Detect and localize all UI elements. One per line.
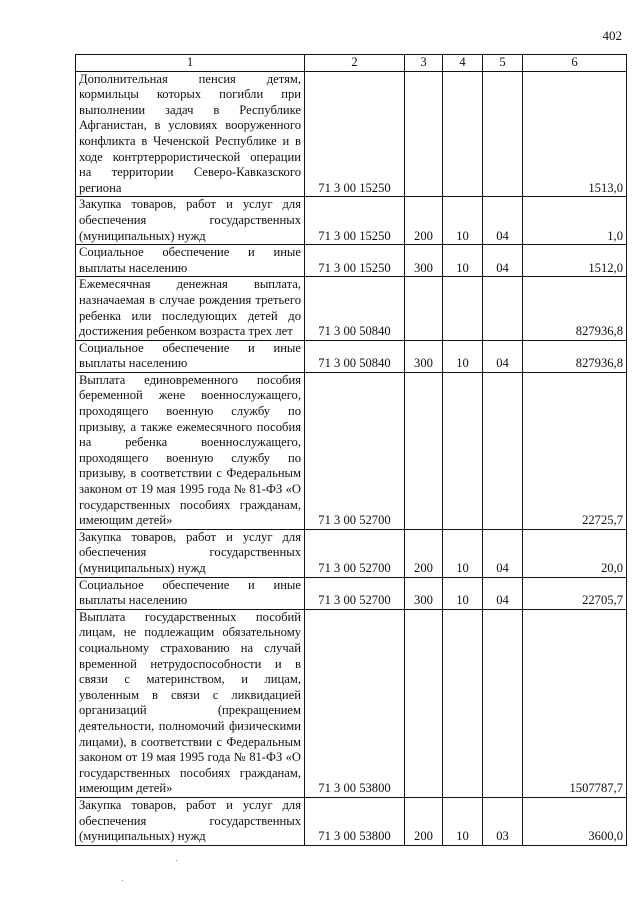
row-name-cell: Выплата государственных пособий лицам, не подлежащим обязательному социальному страхованию на случай временной нетрудоспособности и в связи с материнством, и лицам, уволенным в связи с ликвидацией организаций (прекращением деятельности, полномочий физическими лицами), в соответствии с Федеральным законом от 19 мая 1995 года № 81-ФЗ «О государственных пособиях гражданам, имеющим детей» — [76, 609, 305, 797]
subsection-cell: 04 — [483, 529, 523, 577]
header-col-3: 3 — [405, 55, 443, 72]
amount-cell: 1507787,7 — [523, 609, 627, 797]
subsection-cell — [483, 71, 523, 197]
row-name-cell: Социальное обеспечение и иные выплаты населению — [76, 577, 305, 609]
amount-cell: 1,0 — [523, 197, 627, 245]
header-col-5: 5 — [483, 55, 523, 72]
row-name-cell: Дополнительная пенсия детям, кормильцы которых погибли при выполнении задач в Республике Афганистан, в условиях вооруженного конфликта в Чеченской Республике и в ходе контртеррористической операции на территории Северо-Кавказского региона — [76, 71, 305, 197]
table-row — [76, 340, 627, 372]
table-row — [76, 609, 627, 797]
section-cell: 10 — [443, 197, 483, 245]
row-name-cell: Закупка товаров, работ и услуг для обеспечения государственных (муниципальных) нужд — [76, 797, 305, 845]
target-code-cell: 71 3 00 53800 — [305, 609, 405, 797]
row-name-cell: Социальное обеспечение и иные выплаты населению — [76, 340, 305, 372]
row-name-cell: Закупка товаров, работ и услуг для обеспечения государственных (муниципальных) нужд — [76, 529, 305, 577]
table-row — [76, 529, 627, 577]
subsection-cell — [483, 372, 523, 529]
scan-speck — [176, 860, 177, 861]
table-row — [76, 197, 627, 245]
subsection-cell: 03 — [483, 797, 523, 845]
expense-type-cell — [405, 372, 443, 529]
section-cell: 10 — [443, 797, 483, 845]
page-number: 402 — [602, 28, 622, 43]
expense-type-cell: 200 — [405, 797, 443, 845]
header-col-6: 6 — [523, 55, 627, 72]
expense-type-cell: 300 — [405, 577, 443, 609]
row-name-cell: Ежемесячная денежная выплата, назначаемая в случае рождения третьего ребенка или последующих детей до достижения ребенком возраста трех лет — [76, 277, 305, 340]
expense-type-cell — [405, 609, 443, 797]
subsection-cell — [483, 277, 523, 340]
section-cell: 10 — [443, 529, 483, 577]
target-code-cell: 71 3 00 52700 — [305, 529, 405, 577]
target-code-cell: 71 3 00 15250 — [305, 197, 405, 245]
expense-type-cell: 200 — [405, 529, 443, 577]
target-code-cell: 71 3 00 15250 — [305, 245, 405, 277]
target-code-cell: 71 3 00 52700 — [305, 372, 405, 529]
amount-cell: 20,0 — [523, 529, 627, 577]
subsection-cell: 04 — [483, 245, 523, 277]
expense-type-cell: 300 — [405, 340, 443, 372]
target-code-cell: 71 3 00 15250 — [305, 71, 405, 197]
expense-type-cell — [405, 71, 443, 197]
expense-type-cell: 300 — [405, 245, 443, 277]
section-cell: 10 — [443, 340, 483, 372]
header-col-1: 1 — [76, 55, 305, 72]
header-row — [76, 55, 627, 72]
row-name-cell: Выплата единовременного пособия беременной жене военнослужащего, проходящего военную службу по призыву, а также ежемесячного пособия на ребенка военнослужащего, проходящего военную службу по призыву, в соответствии с Федеральным законом от 19 мая 1995 года № 81-ФЗ «О государственных пособиях гражданам, имеющим детей» — [76, 372, 305, 529]
table-row — [76, 277, 627, 340]
expense-type-cell: 200 — [405, 197, 443, 245]
subsection-cell: 04 — [483, 197, 523, 245]
section-cell — [443, 372, 483, 529]
amount-cell: 827936,8 — [523, 340, 627, 372]
target-code-cell: 71 3 00 50840 — [305, 340, 405, 372]
scan-speck — [122, 880, 123, 881]
header-col-4: 4 — [443, 55, 483, 72]
table-row — [76, 71, 627, 197]
amount-cell: 3600,0 — [523, 797, 627, 845]
subsection-cell — [483, 609, 523, 797]
amount-cell: 1513,0 — [523, 71, 627, 197]
amount-cell: 22705,7 — [523, 577, 627, 609]
table-row — [76, 797, 627, 845]
amount-cell: 1512,0 — [523, 245, 627, 277]
budget-table — [75, 54, 627, 846]
amount-cell: 22725,7 — [523, 372, 627, 529]
section-cell — [443, 71, 483, 197]
subsection-cell: 04 — [483, 340, 523, 372]
section-cell: 10 — [443, 577, 483, 609]
table-row — [76, 577, 627, 609]
header-col-2: 2 — [305, 55, 405, 72]
section-cell — [443, 277, 483, 340]
table-body — [76, 71, 627, 845]
table-row — [76, 372, 627, 529]
target-code-cell: 71 3 00 53800 — [305, 797, 405, 845]
table-row — [76, 245, 627, 277]
amount-cell: 827936,8 — [523, 277, 627, 340]
subsection-cell: 04 — [483, 577, 523, 609]
row-name-cell: Закупка товаров, работ и услуг для обеспечения государственных (муниципальных) нужд — [76, 197, 305, 245]
target-code-cell: 71 3 00 52700 — [305, 577, 405, 609]
row-name-cell: Социальное обеспечение и иные выплаты населению — [76, 245, 305, 277]
expense-type-cell — [405, 277, 443, 340]
target-code-cell: 71 3 00 50840 — [305, 277, 405, 340]
section-cell: 10 — [443, 245, 483, 277]
section-cell — [443, 609, 483, 797]
